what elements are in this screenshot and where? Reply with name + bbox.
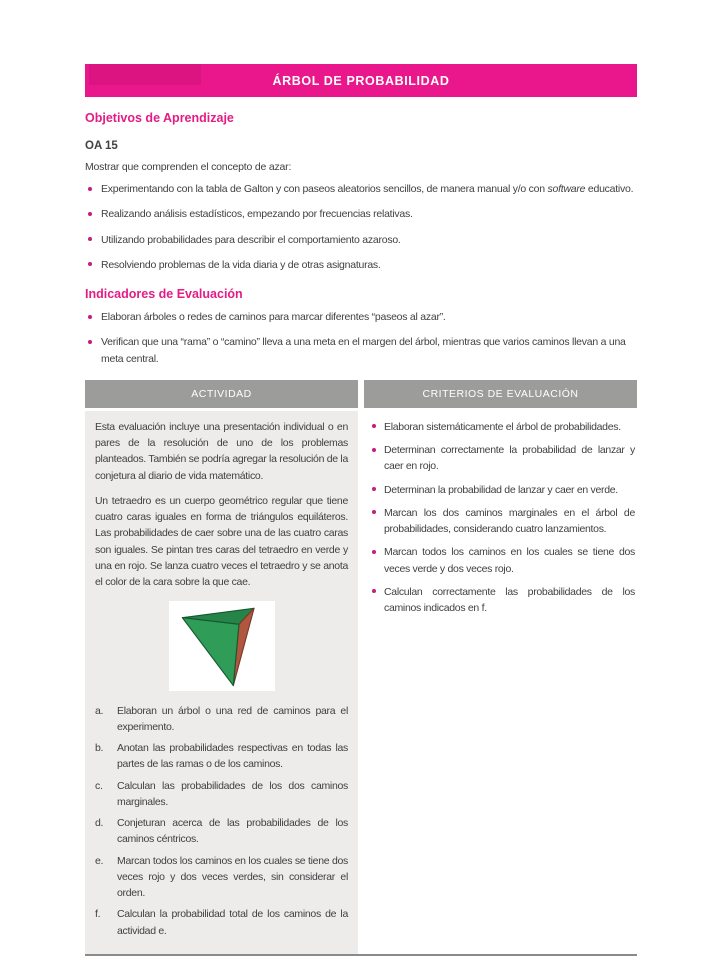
bullet-icon xyxy=(88,212,92,216)
list-item xyxy=(85,206,637,222)
table-header-row xyxy=(85,380,637,408)
bullet-text: Determinan la probabilidad de lanzar y caer en verde. xyxy=(384,483,618,496)
list-item xyxy=(85,232,637,248)
bullet-icon xyxy=(88,315,92,319)
list-item xyxy=(95,815,348,848)
actividad-cell xyxy=(85,411,358,954)
indicadores-heading: Indicadores de Evaluación xyxy=(85,287,243,302)
item-letter: c. xyxy=(95,779,103,792)
list-item xyxy=(368,584,635,617)
column-header-actividad: ACTIVIDAD xyxy=(85,380,358,408)
tetrahedron-left-face xyxy=(182,617,239,685)
list-item xyxy=(85,181,637,197)
bullet-text: Marcan los dos caminos marginales en el árbol de probabilidades, considerando cuatro lanzamientos. xyxy=(384,506,635,536)
list-item xyxy=(368,544,635,577)
item-letter: f. xyxy=(95,908,101,921)
bullet-text-post: educativo. xyxy=(585,183,634,195)
actividad-paragraph-1: Esta evaluación incluye una presentación individual o en pares de la resolución de uno de los problemas planteados. También se podría agregar la resolución de la conjetura al diario de vida matemático. xyxy=(95,420,348,482)
list-item xyxy=(368,482,635,498)
item-text: Calculan las probabilidades de los dos caminos marginales. xyxy=(117,779,348,808)
bullet-icon xyxy=(88,237,92,241)
objetivos-heading: Objetivos de Aprendizaje xyxy=(85,111,234,125)
bullet-text: Marcan todos los caminos en los cuales se tiene dos veces verde y dos veces rojo. xyxy=(384,546,635,575)
bullet-icon xyxy=(88,340,92,344)
item-letter: a. xyxy=(95,704,104,717)
list-item xyxy=(85,309,637,325)
list-item xyxy=(368,419,635,435)
item-text: Marcan todos los caminos en los cuales se tiene dos veces rojo y dos veces verdes, sin considerar el orden. xyxy=(117,854,348,900)
actividad-lettered-list xyxy=(95,703,348,939)
objetivos-bullet-list xyxy=(85,181,637,273)
bullet-text: Elaboran sistemáticamente el árbol de probabilidades. xyxy=(384,420,621,433)
item-text: Elaboran un árbol o una red de caminos para el experimento. xyxy=(117,704,348,733)
list-item xyxy=(95,906,348,939)
list-item xyxy=(95,778,348,811)
criterios-bullet-list xyxy=(368,419,635,617)
item-letter: d. xyxy=(95,817,104,830)
list-item xyxy=(85,334,637,367)
oa-code: OA 15 xyxy=(85,140,118,152)
bullet-text-pre: Experimentando con la tabla de Galton y con paseos aleatorios sencillos, de manera manual y/o con xyxy=(101,183,548,195)
bullet-icon xyxy=(372,550,376,554)
item-letter: b. xyxy=(95,742,104,755)
bullet-icon xyxy=(372,424,376,428)
bullet-icon xyxy=(88,262,92,266)
tetrahedron-figure xyxy=(169,601,275,691)
evaluation-table xyxy=(85,380,637,956)
bullet-text: Determinan correctamente la probabilidad de lanzar y caer en rojo. xyxy=(384,444,635,473)
bullet-text: Resolviendo problemas de la vida diaria y de otras asignaturas. xyxy=(101,258,381,271)
page-title: ÁRBOL DE PROBABILIDAD xyxy=(272,73,450,88)
bullet-icon xyxy=(372,487,376,491)
bullet-text-italic: software xyxy=(547,183,586,195)
bullet-text xyxy=(101,181,633,197)
bullet-icon xyxy=(372,510,376,514)
list-item xyxy=(95,740,348,773)
criterios-cell xyxy=(364,411,637,954)
list-item xyxy=(85,257,637,273)
bullet-text: Utilizando probabilidades para describir el comportamiento azaroso. xyxy=(101,233,401,246)
bullet-icon xyxy=(372,448,376,452)
bullet-icon xyxy=(372,589,376,593)
list-item xyxy=(368,505,635,538)
objetivos-intro: Mostrar que comprenden el concepto de azar: xyxy=(85,161,292,173)
column-header-criterios: CRITERIOS DE EVALUACIÓN xyxy=(364,380,637,408)
item-text: Anotan las probabilidades respectivas en todas las partes de las ramas o de los caminos. xyxy=(117,742,348,771)
title-bar-shade xyxy=(89,64,201,85)
item-text: Conjeturan acerca de las probabilidades de los caminos céntricos. xyxy=(117,817,348,846)
page-content xyxy=(85,64,637,956)
tetrahedron-image xyxy=(173,604,271,688)
title-bar xyxy=(85,64,637,97)
list-item xyxy=(95,703,348,736)
list-item xyxy=(368,442,635,475)
list-item xyxy=(95,853,348,902)
table-body-row xyxy=(85,411,637,954)
item-text: Calculan la probabilidad total de los caminos de la actividad e. xyxy=(117,908,348,937)
bullet-text: Realizando análisis estadísticos, empezando por frecuencias relativas. xyxy=(101,208,413,221)
item-letter: e. xyxy=(95,854,104,867)
bullet-text: Verifican que una “rama” o “camino” lleva a una meta en el margen del árbol, mientras que varios caminos llevan a una meta central. xyxy=(101,336,626,365)
indicadores-bullet-list xyxy=(85,309,637,367)
bullet-text: Elaboran árboles o redes de caminos para marcar diferentes “paseos al azar”. xyxy=(101,311,446,324)
bullet-icon xyxy=(88,187,92,191)
actividad-paragraph-2: Un tetraedro es un cuerpo geométrico regular que tiene cuatro caras iguales en forma de triángulos equiláteros. Las probabilidades de caer sobre una de las cuatro caras son iguales. Se pintan tres caras del tetraedro en verde y una en rojo. Se lanza cuatro veces el tetraedro y se anota el color de la cara sobre la que cae. xyxy=(95,494,348,589)
bullet-text: Calculan correctamente las probabilidades de los caminos indicados en f. xyxy=(384,585,635,615)
